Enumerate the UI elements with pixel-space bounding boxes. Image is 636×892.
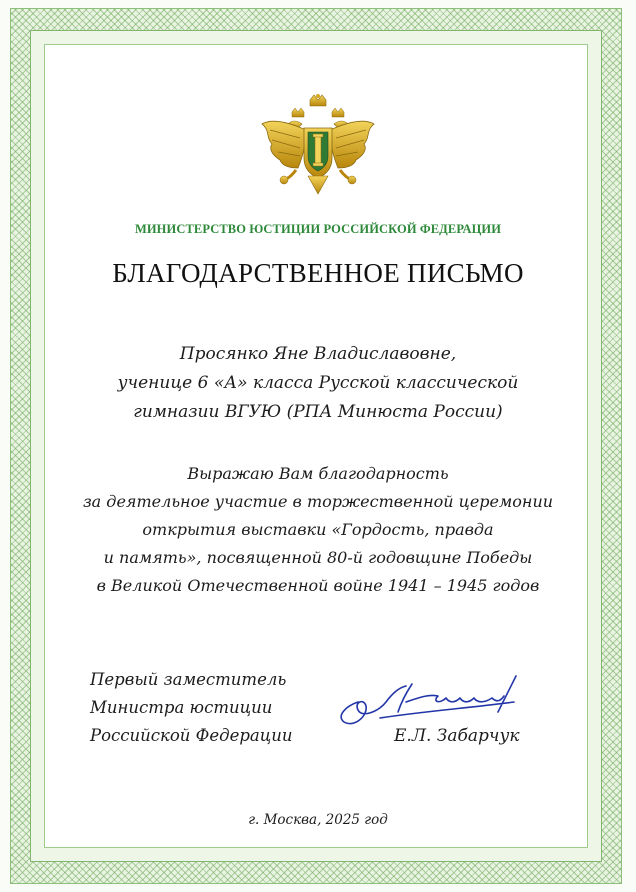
- signer-position-line: Министра юстиции: [90, 698, 273, 717]
- double-headed-eagle-emblem-icon: [258, 94, 378, 198]
- recipient-line: Просянко Яне Владиславовне,: [179, 344, 457, 364]
- gratitude-line: за деятельное участие в торжественной церемонии: [82, 492, 554, 511]
- recipient-block: [0, 340, 636, 427]
- recipient-line: гимназии ВГУЮ (РПА Минюста России): [133, 402, 503, 422]
- signer-position-line: Первый заместитель: [90, 670, 287, 689]
- signer-position: [90, 666, 330, 750]
- signer-position-line: Российской Федерации: [90, 726, 293, 745]
- gratitude-line: открытия выставки «Гордость, правда: [142, 520, 494, 539]
- document-title: БЛАГОДАРСТВЕННОЕ ПИСЬМО: [112, 258, 524, 288]
- gratitude-line: и память», посвященной 80-й годовщине Победы: [103, 548, 533, 567]
- gratitude-text: [0, 460, 636, 600]
- gratitude-line: Выражаю Вам благодарность: [187, 464, 449, 483]
- ministry-name: МИНИСТЕРСТВО ЮСТИЦИИ РОССИЙСКОЙ ФЕДЕРАЦИИ: [134, 222, 502, 236]
- place-and-date: г. Москва, 2025 год: [248, 812, 388, 828]
- signature-icon: [328, 672, 528, 732]
- signer-name: Е.Л. Забарчук: [394, 726, 520, 746]
- recipient-line: ученице 6 «А» класса Русской классической: [117, 373, 519, 393]
- gratitude-line: в Великой Отечественной войне 1941 – 1945 годов: [96, 576, 540, 595]
